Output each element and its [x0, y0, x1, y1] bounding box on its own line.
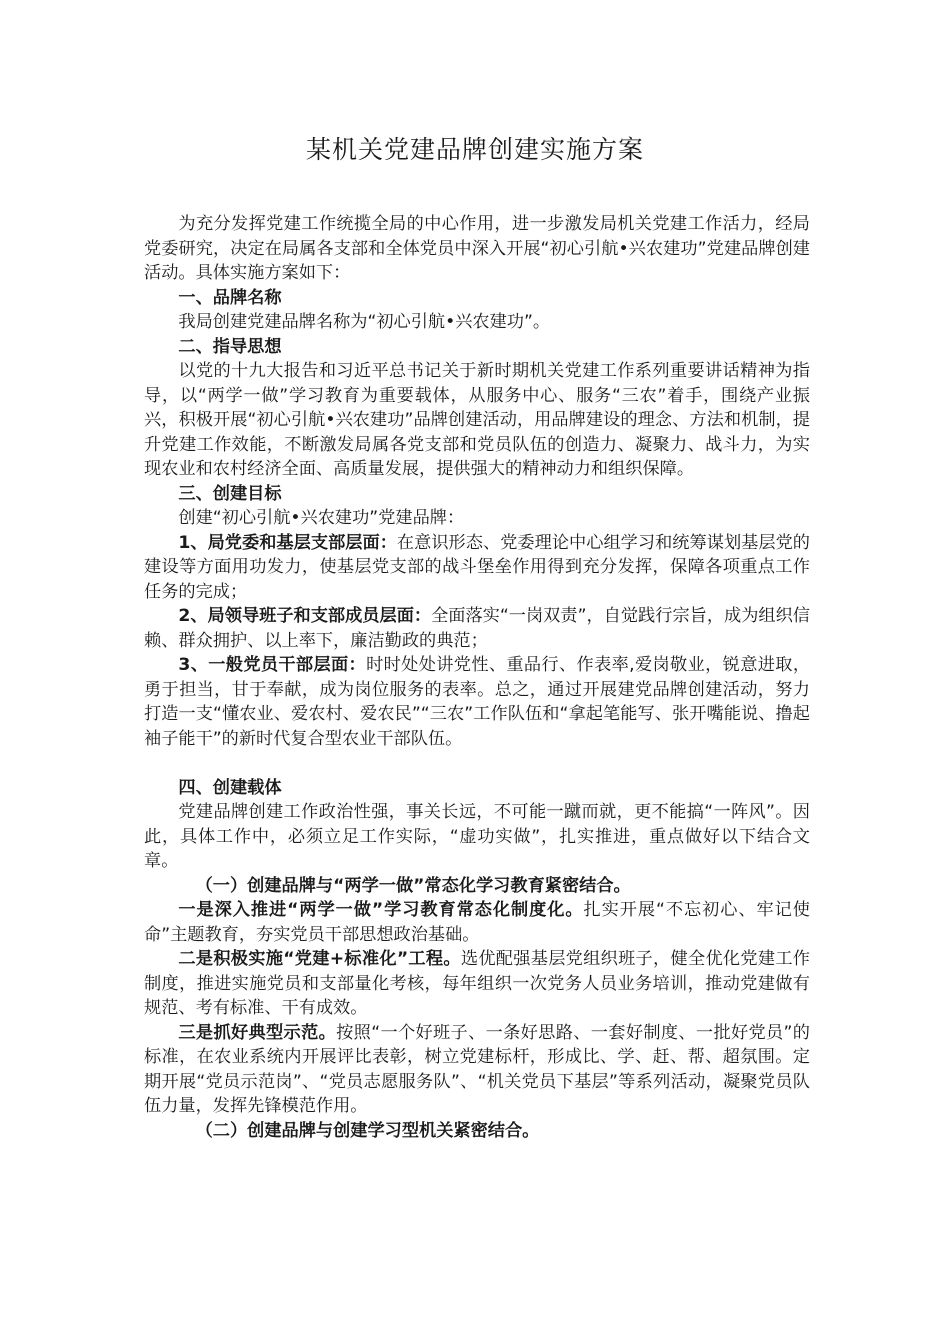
point-3-text: 按照“一个好班子、一条好思路、一套好制度、一批好党员”的标准，在农业系统内开展评比表彰，树立党建标杆，形成比、学、赶、帮、超氛围。定期开展“党员示范岗”、“党员志愿服务队”、“机关党员下基层”等系列活动，凝聚党员队伍力量，发挥先锋模范作用。 [144, 1022, 810, 1116]
point-2-label: 二是积极实施“党建+标准化”工程。 [178, 949, 461, 969]
section-heading-goals: 三、创建目标 [178, 483, 282, 504]
section-heading-carrier: 四、创建载体 [178, 777, 282, 798]
section-heading-guiding-thought: 二、指导思想 [178, 336, 282, 357]
goal-item-1-label: 1、局党委和基层支部层面： [178, 532, 397, 553]
point-3-label: 三是抓好典型示范。 [178, 1022, 337, 1043]
goal-item-3 [144, 653, 810, 751]
blank-line [144, 751, 810, 776]
point-1-label: 一是深入推进“两学一做”学习教育常态化制度化。 [178, 900, 584, 920]
point-2-text: 选优配强基层党组织班子，健全优化党建工作制度，推进实施党员和支部量化考核，每年组织一次党务人员业务培训，推动党建做有规范、考有标准、干有成效。 [144, 949, 810, 1018]
goal-item-2-text: 全面落实“一岗双责”，自觉践行宗旨，成为组织信赖、群众拥护、以上率下，廉洁勤政的典范； [144, 606, 810, 651]
point-1 [144, 898, 810, 947]
goal-item-3-label: 3、一般党员干部层面： [178, 655, 367, 675]
point-3 [144, 1021, 810, 1119]
point-1-text: 扎实开展“不忘初心、牢记使命”主题教育，夯实党员干部思想政治基础。 [144, 900, 810, 945]
goal-item-2-label: 2、局领导班子和支部成员层面： [178, 606, 432, 626]
document-title: 某机关党建品牌创建实施方案 [305, 135, 644, 164]
goal-item-3-text: 时时处处讲党性、重品行、作表率,爱岗敬业，锐意进取，勇于担当，甘于奉献，成为岗位服务的表率。总之，通过开展建党品牌创建活动，努力打造一支“懂农业、爱农村、爱农民”“三农”工作队伍和“拿起笔能写、张开嘴能说、撸起袖子能干”的新时代复合型农业干部队伍。 [144, 655, 811, 749]
goal-item-1-text: 在意识形态、党委理论中心组学习和统筹谋划基层党的建设等方面用功发力，使基层党支部的战斗堡垒作用得到充分发挥，保障各项重点工作任务的完成； [144, 532, 810, 602]
subsection-heading-1: （一）创建品牌与“两学一做”常态化学习教育紧密结合。 [195, 875, 631, 896]
goal-item-1 [144, 531, 810, 605]
intro-paragraph: 为充分发挥党建工作统揽全局的中心作用，进一步激发局机关党建工作活力，经局党委研究，决定在局属各支部和全体党员中深入开展“初心引航•兴农建功”党建品牌创建活动。具体实施方案如下： [144, 214, 810, 283]
point-2 [144, 947, 810, 1021]
subsection-heading-2: （二）创建品牌与创建学习型机关紧密结合。 [195, 1120, 540, 1141]
carrier-paragraph: 党建品牌创建工作政治性强，事关长远，不可能一蹴而就，更不能搞“一阵风”。因此，具体工作中，必须立足工作实际，“虚功实做”，扎实推进，重点做好以下结合文章。 [144, 802, 810, 871]
document-body [144, 212, 810, 1143]
goal-item-2 [144, 604, 810, 653]
guiding-thought-paragraph: 以党的十九大报告和习近平总书记关于新时期机关党建工作系列重要讲话精神为指导，以“两学一做”学习教育为重要载体，从服务中心、服务“三农”着手，围绕产业振兴，积极开展“初心引航•兴农建功”品牌创建活动，用品牌建设的理念、方法和机制，提升党建工作效能，不断激发局属各党支部和党员队伍的创造力、凝聚力、战斗力，为实现农业和农村经济全面、高质量发展，提供强大的精神动力和组织保障。 [144, 361, 810, 479]
section-heading-brand-name: 一、品牌名称 [178, 287, 282, 308]
goals-lead-paragraph: 创建“初心引航•兴农建功”党建品牌： [178, 508, 465, 528]
brand-name-paragraph: 我局创建党建品牌名称为“初心引航•兴农建功”。 [178, 312, 551, 332]
